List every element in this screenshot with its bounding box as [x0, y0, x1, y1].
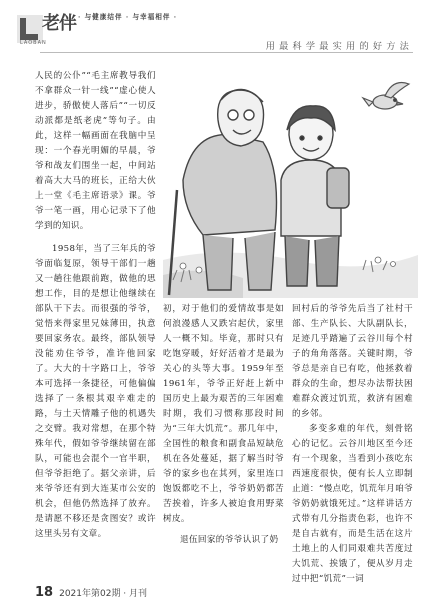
issue-label: 2021年第02期 · 月刊: [59, 589, 148, 599]
article-column-3-top: [292, 302, 413, 422]
magazine-slogan: · 与健康结伴 · 与幸福相伴 ·: [78, 13, 178, 21]
grandfather-grandson-illustration: [163, 60, 418, 298]
article-column-2: [163, 302, 284, 548]
grandson-figure: [281, 106, 349, 286]
logo-latin-text: LAOBAN: [20, 40, 47, 46]
page-number: 18: [35, 585, 54, 600]
magazine-title: 老伴: [42, 13, 76, 34]
bird-icon: [363, 83, 409, 110]
article-paragraph: 回村后的爷爷先后当了社村干部、生产队长、大队副队长，足迹几乎踏遍了云谷川每个村子的角角落落。关键时期，爷爷总是亲自已有吃，他拯救着群众的生命，想尽办法帮扶困难群众渡过饥荒，救济有困难的乡邻。: [292, 304, 413, 419]
article-paragraph: 退伍回家的爷爷认识了奶: [180, 535, 279, 545]
article-paragraph: 多变多难的年代，刻骨铭心的记忆。云谷川地区至今还有一个现象，当看到小孩吃东西速度很快，便有长人立即制止道：“慢点吃，饥荒年月咱爷爷奶奶就饿死过。”这样讲话方式带有几分指责色彩，也许不是自古就有，而是生活在这片土地上的人们同艰难共苦度过大饥荒、挨饿了，便从岁月走过中把“饥荒”一词: [292, 424, 414, 584]
article-paragraph: 初，对于他们的爱情故事是如何浪漫感人又跌宕起伏，家里人一概不知。毕竟，那时只有吃饱穿暖，好好活着才是最为关心的头等大事。1959年至1961年，爷爷正好赶上新中国历史上最为艰苦的三年困难时期，我们习惯称那段时间为“三年大饥荒”。那几年中，全国性的粮食和副食品短缺危机在各处蔓延，据了解当时爷爷的家乡也在其列，家里连口饱饭都吃不上，爷爷奶奶都苦苦挨着，许多人被迫食用野菜树皮。: [163, 304, 284, 524]
article-column-1-top: [35, 69, 156, 234]
article-paragraph: 人民的公仆”“毛主席教导我们不拿群众一针一线”“虚心使人进步，骄傲使人落后”“一切反动派都是纸老虎”等句子。由此，这样一幅画面在我脑中呈现：一个春光明媚的早晨，爷爷和战友们围坐一起，中间站着高大大马的班长，正给大伙上一堂《毛主席语录》课。爷爷一笔一画，用心记录下了他学到的知识。: [35, 71, 156, 231]
header-divider: [40, 52, 413, 53]
section-title: 用最科学最实用的好方法: [265, 41, 413, 52]
article-column-3-bottom: [292, 422, 413, 587]
article-column-1-bottom: [35, 242, 156, 542]
page-footer: [35, 585, 147, 600]
article-paragraph: 1958年，当了三年兵的爷爷面临复原，领导干部们一趟又一趟往他跟前跑，做他的思想工作，目的是想让他继续在部队干下去。而很强的爷爷，觉悟来得家里兄妹薄田，执意要回家务农。最终，部队领导没能劝住爷爷，准许他回家了。大大的十字路口上，爷爷本可选择一条捷径，可他偏偏选择了一条根其艰辛难走的路，与土天情雕子他的机遇失之交臂。我对常想，在那个特殊年代，假如爷爷继续留在部队，可能也会混个一官半职，但爷爷拒绝了。据父亲讲，后来爷爷还有到大连某市公安的机会，但他仍然选择了放弃。是请愿不移还是贪图安？或许这里头另有文章。: [35, 244, 156, 539]
